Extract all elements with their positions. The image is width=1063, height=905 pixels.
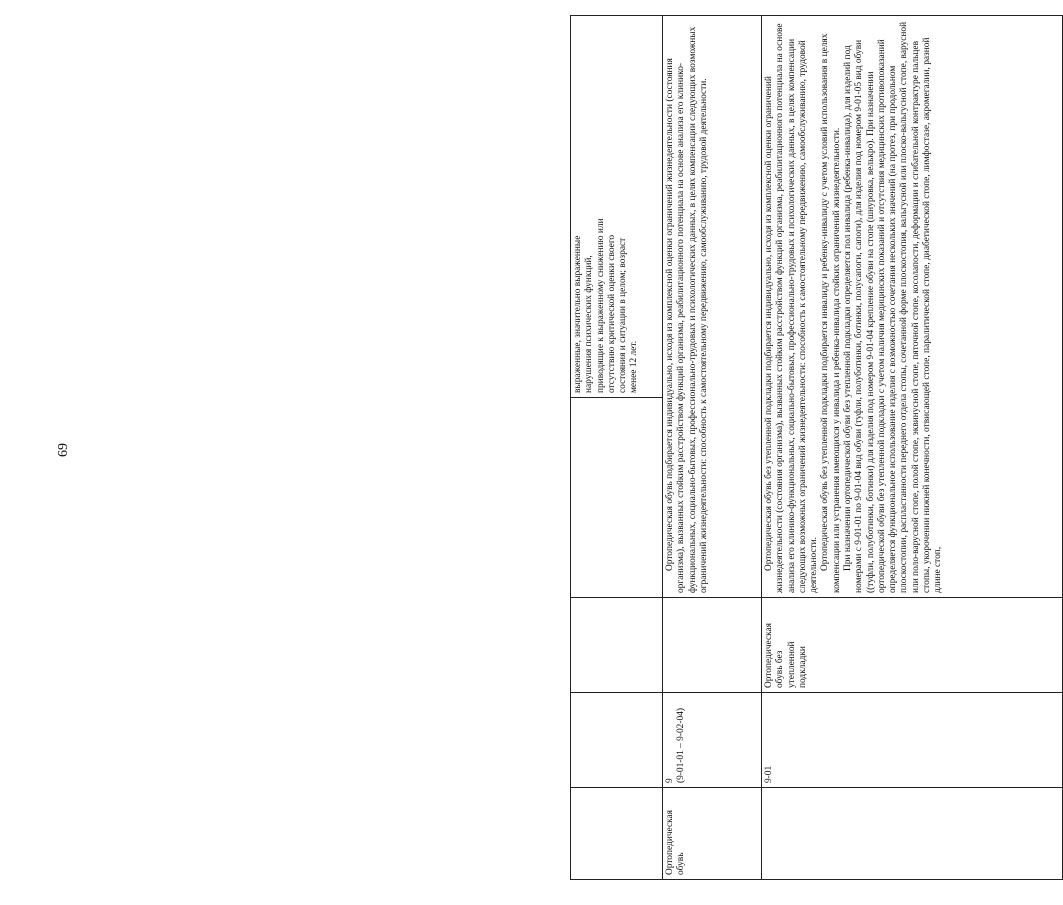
sub-paragraph-3: При назначении ортопедической обуви без утепленной подкладки определяется пол инвалида (ребенка-инвалида), для изделий под номерами с 9-01-01 по 9-01-04 вид обуви (туфли, полуботинки, ботинки, полусапоги, сапоги), для изделия под номером 9-01-05 вид обуви ((туфли, полуботинки, ботинки) для изделия под номером 9-01-04 крепление обуви на стопе (шнуровка, велькро). При назначении ортопедической обуви без утепленной подкладки с учетом наличия медицинских показаний и отсутствия медицинских противопоказаний определяется функциональное использование изделия с возможностью сочетания нескольких значений (на протез, при продольном плоскостопии, распластанности переднего отдела стопы, сочетанной форме плоскостопия, вальгусной или плоско-вальгусной стопе, варусной или поло-варусной стопе, полой стопе, эквинусной стопе, пяточной стопе, косолапости, деформации и сгибательной контрактуре пальцев стопы, укорочении нижней конечности, отвисающей стопе, паралитической стопе, диабетической стопе, лимфостазе, акромегалии, разной длине стоп, [842,21,944,593]
page-number: 69 [56,443,71,457]
table-row-top [571,16,663,880]
cell-sub-description [762,16,1063,598]
cell-empty-c [571,598,663,693]
cell-empty-a [571,788,663,880]
cell-group-description [663,16,762,598]
cell-sub-code: 9-01 [762,693,1063,788]
cell-sub-name: Ортопедическая обувь без утепленной подкладки [762,598,1063,693]
table-row-main [663,16,762,880]
sub-paragraph-2: Ортопедическая обувь без утепленной подкладки подбирается инвалиду и ребенку-инвалиду с учетом условий использования в целях компенсации или устранения имеющихся у инвалида и ребенка-инвалида стойких ограничений жизнедеятельности. [820,33,842,593]
group-number: 9 [665,778,675,783]
cell-group [663,693,762,788]
document-table [570,15,1063,880]
table-row-sub [762,16,1063,880]
cell-category: Ортопедическая обувь [663,788,762,880]
cell-empty-d [571,398,663,598]
document-table-rotated [570,16,1063,880]
cell-prev-text [571,16,663,398]
prev-criteria-text: выраженные, значительно выраженные нарушения психических функций, приводящие к выраженному снижению или отсутствию критической оценки своего состояния и ситуации в целом; возраст менее 12 лет. [573,218,640,393]
cell-empty-e [663,598,762,693]
cell-empty-b [571,693,663,788]
cell-empty-f [762,788,1063,880]
sub-paragraph-1: Ортопедическая обувь без утепленной подкладки подбирается индивидуально, исходя из комплексной оценки ограничений жизнедеятельности (состояния организма), вызванных стойким расстройством функций организма, реабилитационного потенциала на основе анализа его клинико-функциональных, социально-бытовых, профессионально-трудовых и психологических данных, в целях компенсации следующих возможных ограничений жизнедеятельности: способность к самостоятельному передвижению, самообслуживанию, трудовой деятельности. [764,23,820,593]
group-description: Ортопедическая обувь подбирается индивидуально, исходя из комплексной оценки ограничений жизнедеятельности (состояния организма), вызванных стойким расстройством функций организма, реабилитационного потенциала на основе анализа его клинико-функциональных, социально-бытовых, профессионально-трудовых и психологических данных, в целях компенсации следующих возможных ограничений жизнедеятельности: способность к самостоятельному передвижению, самообслуживанию, трудовой деятельности. [665,26,709,593]
group-range: (9-01-01 – 9-02-04) [676,708,687,783]
